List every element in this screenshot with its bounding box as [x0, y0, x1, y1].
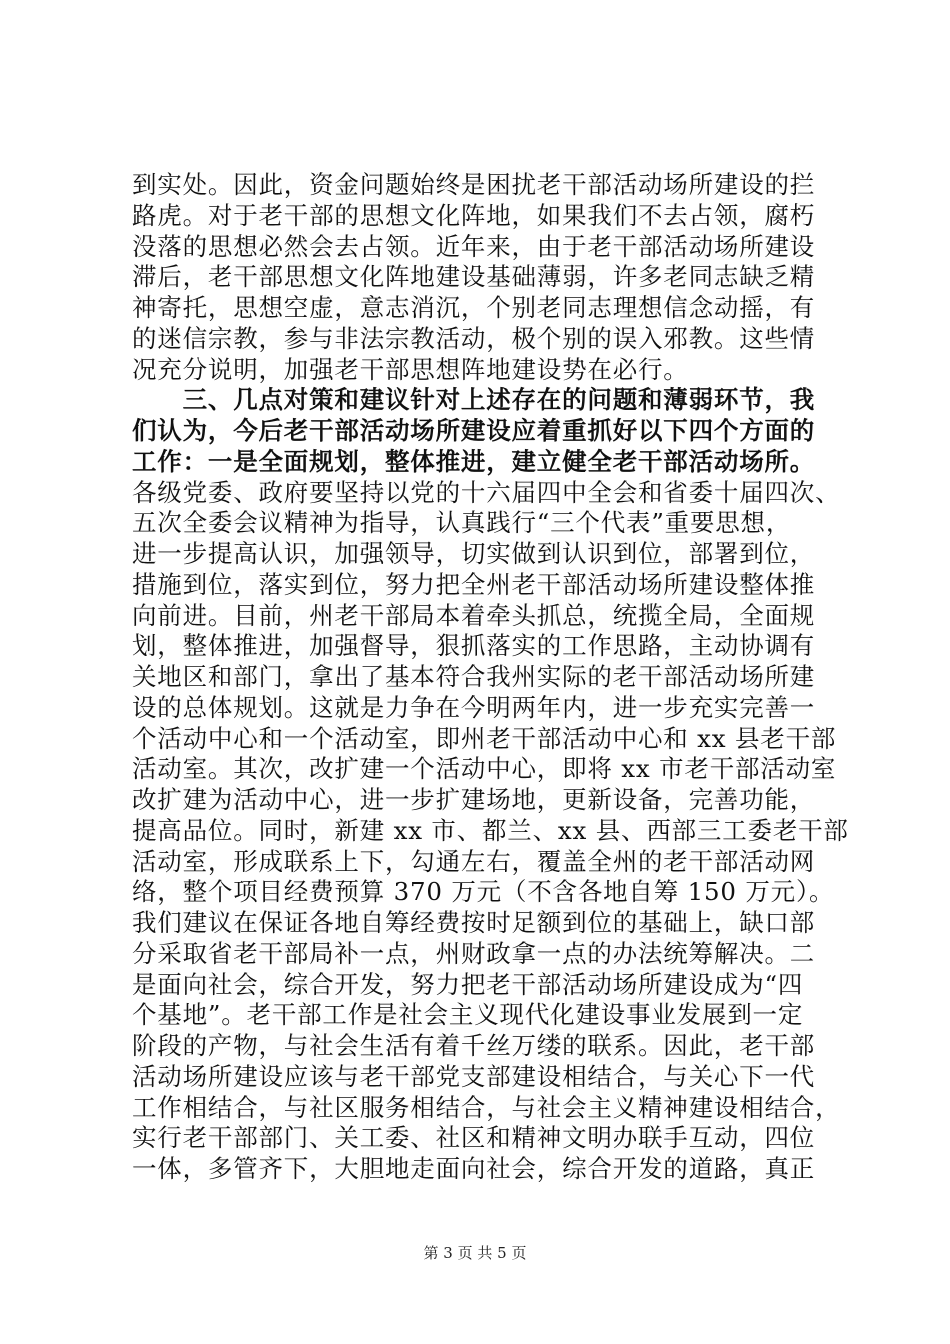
- body-line: 改扩建为活动中心，进一步扩建场地，更新设备，完善功能，: [132, 785, 816, 814]
- body-line: 一体，多管齐下，大胆地走面向社会，综合开发的道路，真正: [132, 1154, 816, 1183]
- body-line: 个活动中心和一个活动室，即州老干部活动中心和 xx 县老干部: [132, 723, 837, 753]
- section-heading-line: 工作：一是全面规划，整体推进，建立健全老干部活动场所。: [132, 446, 816, 476]
- body-line: 个基地”。老干部工作是社会主义现代化建设事业发展到一定: [132, 1000, 804, 1030]
- body-line: 神寄托，思想空虚，意志消沉，个别老同志理想信念动摇，有: [132, 293, 816, 322]
- body-line: 没落的思想必然会去占领。近年来，由于老干部活动场所建设: [132, 231, 816, 261]
- body-line: 各级党委、政府要坚持以党的十六届四中全会和省委十届四次、: [132, 477, 841, 507]
- body-line: 设的总体规划。这就是力争在今明两年内，进一步充实完善一: [132, 692, 816, 722]
- body-line: 措施到位，落实到位，努力把全州老干部活动场所建设整体推: [132, 569, 816, 599]
- body-line: 划，整体推进，加强督导，狠抓落实的工作思路，主动协调有: [132, 631, 816, 661]
- body-line: 工作相结合，与社区服务相结合，与社会主义精神建设相结合，: [132, 1092, 841, 1122]
- body-line: 提高品位。同时，新建 xx 市、都兰、xx 县、西部三工委老干部: [132, 815, 849, 845]
- body-line: 况充分说明，加强老干部思想阵地建设势在必行。: [132, 354, 689, 384]
- body-line: 分采取省老干部局补一点，州财政拿一点的办法统筹解决。二: [132, 938, 816, 968]
- section-heading-line: 三、几点对策和建议针对上述存在的问题和薄弱环节，我: [132, 385, 816, 415]
- body-line: 我们建议在保证各地自筹经费按时足额到位的基础上，缺口部: [132, 908, 816, 937]
- body-line: 活动场所建设应该与老干部党支部建设相结合，与关心下一代: [132, 1061, 816, 1091]
- body-line: 活动室。其次，改扩建一个活动中心，即将 xx 市老干部活动室: [132, 754, 837, 784]
- body-line: 五次全委会议精神为指导，认真践行“三个代表”重要思想，: [132, 508, 792, 538]
- body-line: 向前进。目前，州老干部局本着牵头抓总，统揽全局，全面规: [132, 600, 816, 630]
- section-heading-line: 们认为，今后老干部活动场所建设应着重抓好以下四个方面的: [132, 416, 816, 445]
- body-line: 络，整个项目经费预算 370 万元（不含各地自筹 150 万元）。: [132, 877, 835, 907]
- page-footer: 第 3 页 共 5 页: [423, 1244, 527, 1262]
- body-line: 进一步提高认识，加强领导，切实做到认识到位，部署到位，: [132, 539, 816, 568]
- body-line: 路虎。对于老干部的思想文化阵地，如果我们不去占领，腐朽: [132, 200, 816, 230]
- body-line: 阶段的产物，与社会生活有着千丝万缕的联系。因此，老干部: [132, 1031, 816, 1060]
- body-line: 关地区和部门，拿出了基本符合我州实际的老干部活动场所建: [132, 662, 816, 691]
- body-line: 实行老干部部门、关工委、社区和精神文明办联手互动，四位: [132, 1123, 816, 1153]
- body-line: 是面向社会，综合开发，努力把老干部活动场所建设成为“四: [132, 969, 804, 999]
- body-line: 滞后，老干部思想文化阵地建设基础薄弱，许多老同志缺乏精: [132, 262, 816, 292]
- body-line: 到实处。因此，资金问题始终是困扰老干部活动场所建设的拦: [132, 170, 816, 199]
- body-line: 的迷信宗教，参与非法宗教活动，极个别的误入邪教。这些情: [132, 323, 816, 353]
- body-line: 活动室，形成联系上下，勾通左右，覆盖全州的老干部活动网: [132, 846, 816, 876]
